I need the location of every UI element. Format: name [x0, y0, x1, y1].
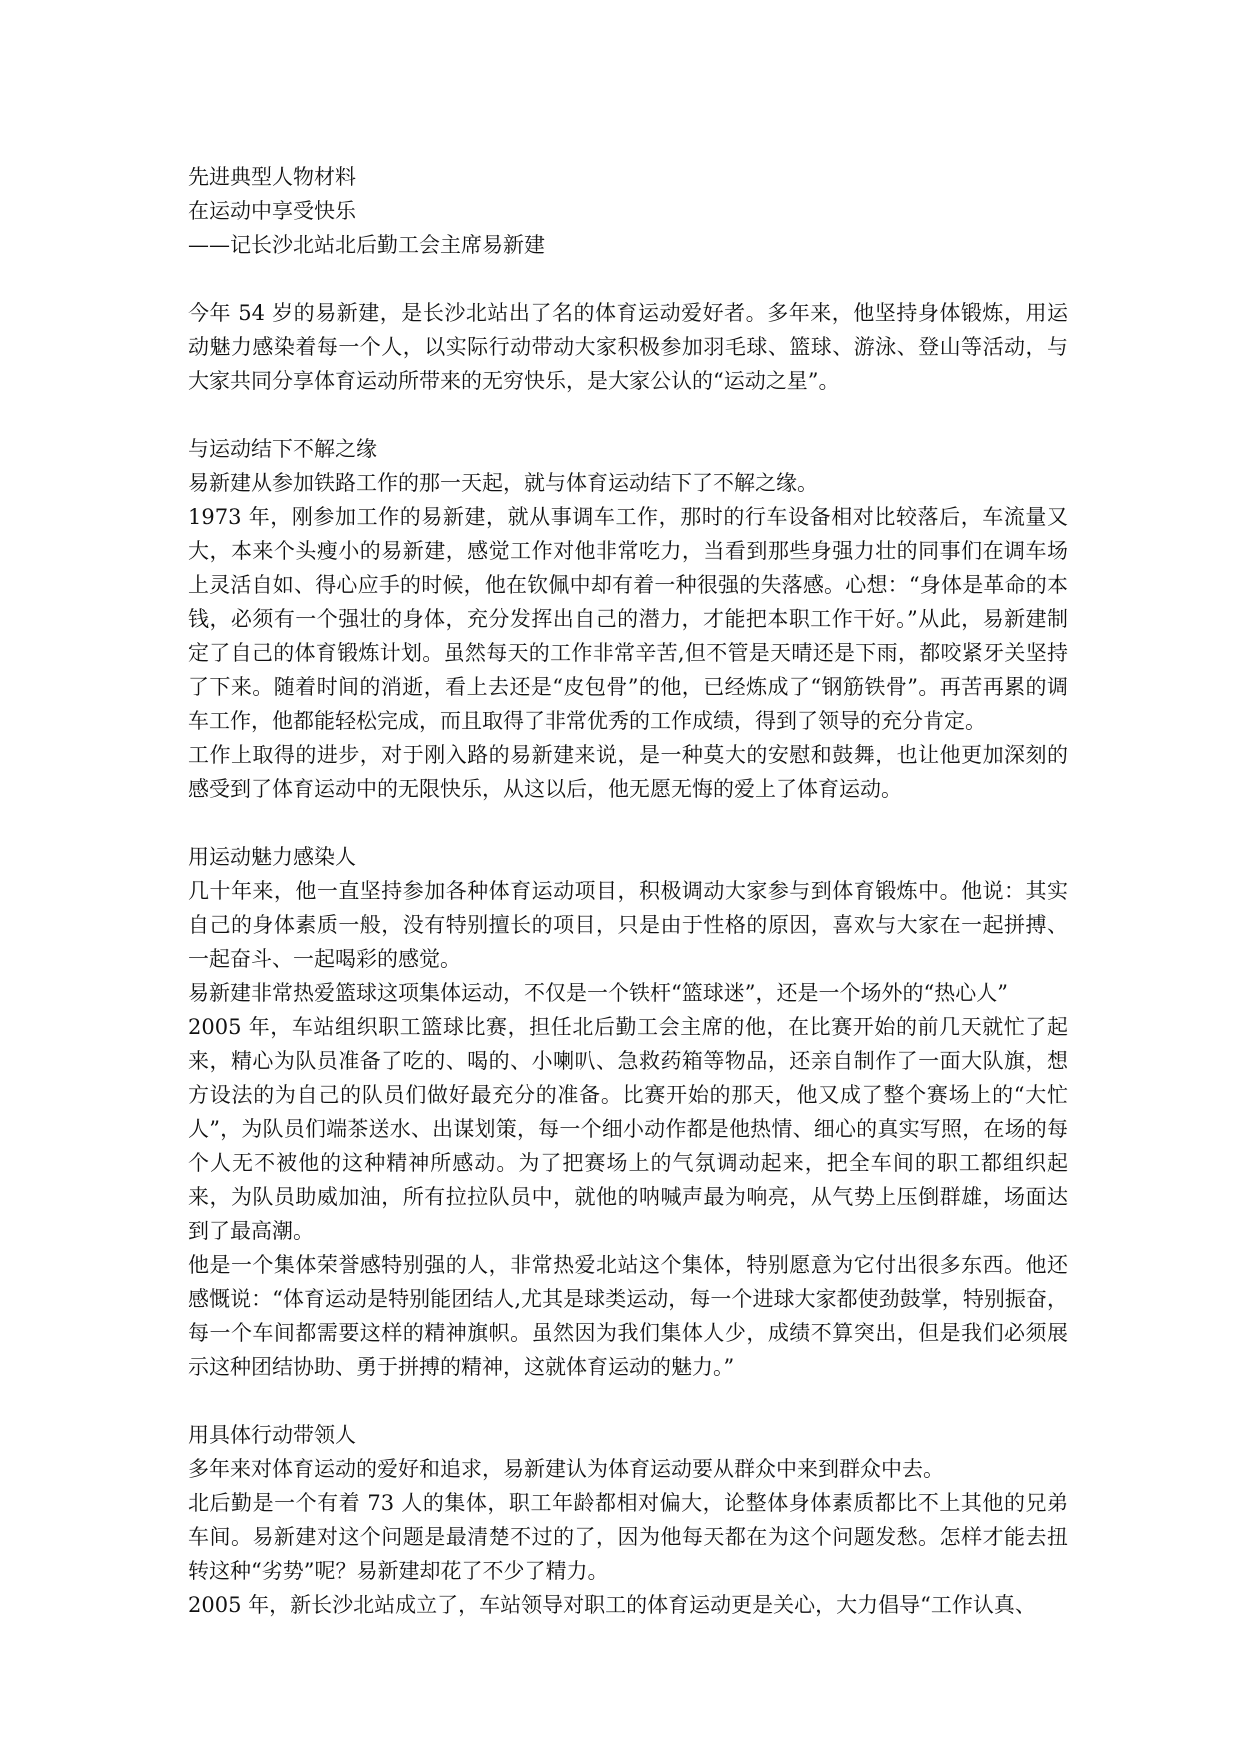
body-paragraph: 工作上取得的进步，对于刚入路的易新建来说，是一种莫大的安慰和鼓舞，也让他更加深刻的感受到了体育运动中的无限快乐，从这以后，他无愿无悔的爱上了体育运动。 — [188, 743, 1068, 801]
body-paragraph: 易新建从参加铁路工作的那一天起，就与体育运动结下了不解之缘。 — [188, 471, 818, 495]
spacer — [188, 262, 1068, 296]
section-heading: 与运动结下不解之缘 — [188, 437, 377, 461]
document-label: 先进典型人物材料 — [188, 165, 356, 189]
body-paragraph: 他是一个集体荣誉感特别强的人，非常热爱北站这个集体，特别愿意为它付出很多东西。他还感慨说：“体育运动是特别能团结人,尤其是球类运动，每一个进球大家都使劲鼓掌，特别振奋，每一个车间都需要这样的精神旗帜。虽然因为我们集体人少，成绩不算突出，但是我们必须展示这种团结协助、勇于拼搏的精神，这就体育运动的魅力。” — [188, 1253, 1068, 1379]
body-paragraph: 2005 年，车站组织职工篮球比赛，担任北后勤工会主席的他，在比赛开始的前几天就忙了起来，精心为队员准备了吃的、喝的、小喇叭、急救药箱等物品，还亲自制作了一面大队旗，想方设法的为自己的队员们做好最充分的准备。比赛开始的那天，他又成了整个赛场上的“大忙人”，为队员们端茶送水、出谋划策，每一个细小动作都是他热情、细心的真实写照，在场的每个人无不被他的这种精神所感动。为了把赛场上的气氛调动起来，把全车间的职工都组织起来，为队员助威加油，所有拉拉队员中，就他的呐喊声最为响亮，从气势上压倒群雄，场面达到了最高潮。 — [188, 1015, 1068, 1243]
body-paragraph: 多年来对体育运动的爱好和追求，易新建认为体育运动要从群众中来到群众中去。 — [188, 1457, 944, 1481]
section-heading: 用运动魅力感染人 — [188, 845, 356, 869]
body-paragraph: 2005 年，新长沙北站成立了，车站领导对职工的体育运动更是关心，大力倡导“工作认真、 — [188, 1593, 1036, 1617]
body-paragraph: 易新建非常热爱篮球这项集体运动，不仅是一个铁杆“篮球迷”，还是一个场外的“热心人” — [188, 981, 1008, 1005]
document-subtitle: ——记长沙北站北后勤工会主席易新建 — [188, 233, 545, 257]
spacer — [188, 806, 1068, 840]
spacer — [188, 1384, 1068, 1418]
document-title: 在运动中享受快乐 — [188, 199, 356, 223]
body-paragraph: 北后勤是一个有着 73 人的集体，职工年龄都相对偏大，论整体身体素质都比不上其他的兄弟车间。易新建对这个问题是最清楚不过的了，因为他每天都在为这个问题发愁。怎样才能去扭转这种“劣势”呢？易新建却花了不少了精力。 — [188, 1491, 1068, 1583]
spacer — [188, 398, 1068, 432]
section-heading: 用具体行动带领人 — [188, 1423, 356, 1447]
body-paragraph: 1973 年，刚参加工作的易新建，就从事调车工作，那时的行车设备相对比较落后，车流量又大，本来个头瘦小的易新建，感觉工作对他非常吃力，当看到那些身强力壮的同事们在调车场上灵活自如、得心应手的时候，他在钦佩中却有着一种很强的失落感。心想：“身体是革命的本钱，必须有一个强壮的身体，充分发挥出自己的潜力，才能把本职工作干好。”从此，易新建制定了自己的体育锻炼计划。虽然每天的工作非常辛苦,但不管是天晴还是下雨，都咬紧牙关坚持了下来。随着时间的消逝，看上去还是“皮包骨”的他，已经炼成了“钢筋铁骨”。再苦再累的调车工作，他都能轻松完成，而且取得了非常优秀的工作成绩，得到了领导的充分肯定。 — [188, 505, 1068, 733]
body-paragraph: 几十年来，他一直坚持参加各种体育运动项目，积极调动大家参与到体育锻炼中。他说：其实自己的身体素质一般，没有特别擅长的项目，只是由于性格的原因，喜欢与大家在一起拼搏、一起奋斗、一起喝彩的感觉。 — [188, 879, 1068, 971]
intro-paragraph: 今年 54 岁的易新建，是长沙北站出了名的体育运动爱好者。多年来，他坚持身体锻炼，用运动魅力感染着每一个人，以实际行动带动大家积极参加羽毛球、篮球、游泳、登山等活动，与大家共同分享体育运动所带来的无穷快乐，是大家公认的“运动之星”。 — [188, 301, 1068, 393]
document-page — [188, 160, 1068, 1622]
